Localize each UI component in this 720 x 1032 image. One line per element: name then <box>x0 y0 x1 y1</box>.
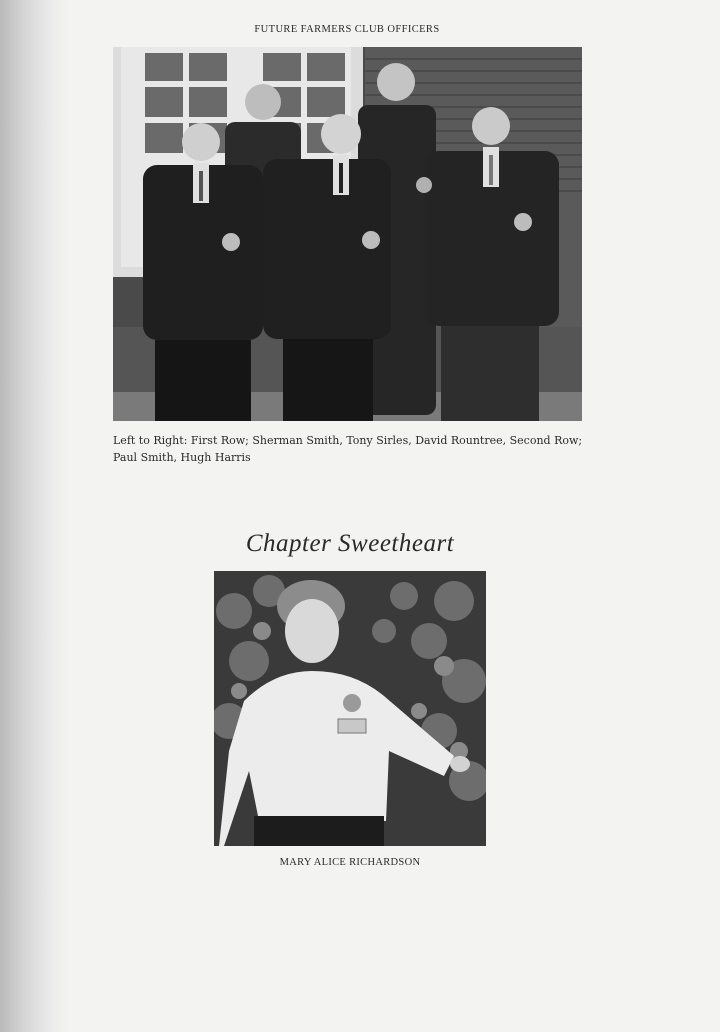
group-photo <box>113 47 582 421</box>
sweetheart-name-caption: MARY ALICE RICHARDSON <box>279 857 421 868</box>
sweetheart-photo <box>214 571 486 846</box>
section-title: Chapter Sweetheart <box>245 530 455 557</box>
sweetheart-photo-image <box>214 571 486 846</box>
group-photo-image <box>113 47 582 421</box>
page-header: FUTURE FARMERS CLUB OFFICERS <box>254 24 440 35</box>
group-photo-caption: Left to Right: First Row; Sherman Smith, Tony Sirles, David Rountree, Second Row; Paul Smith, Hugh Harris <box>113 434 583 464</box>
page-binding-shadow <box>0 0 70 1032</box>
